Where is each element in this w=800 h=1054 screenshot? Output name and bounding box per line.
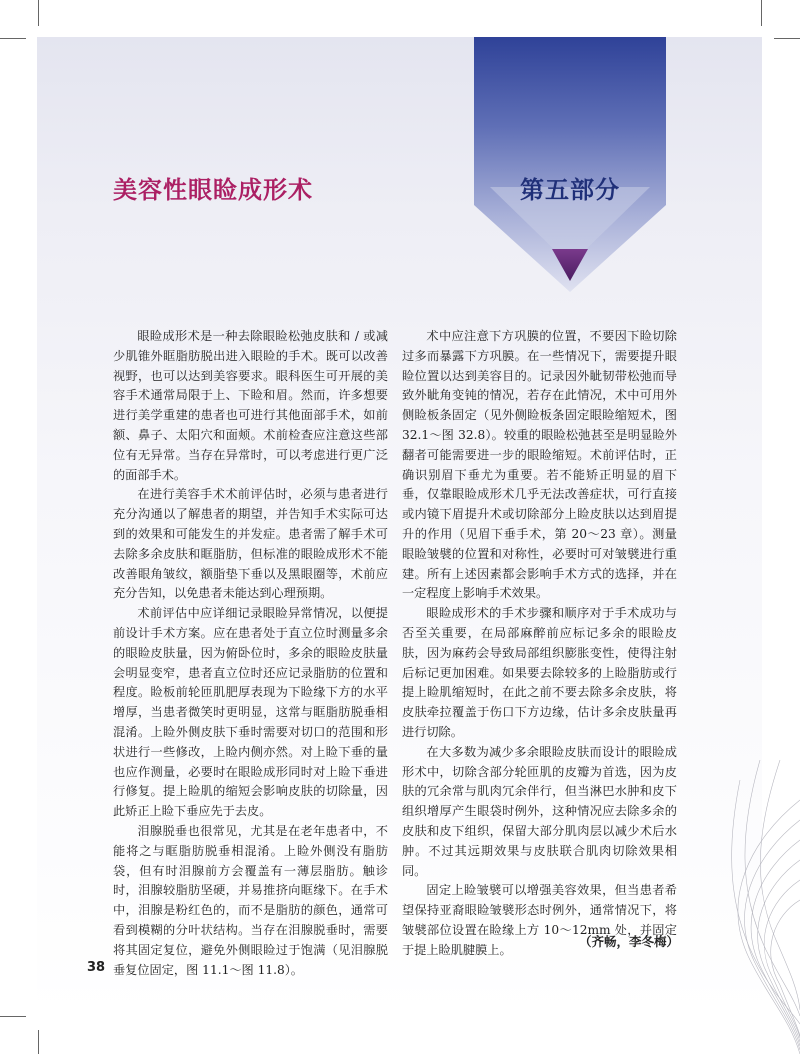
author-credit: （齐畅，李冬梅） xyxy=(578,934,679,949)
left-column xyxy=(113,327,388,980)
paragraph: 眼睑成形术的手术步骤和顺序对于手术成功与否至关重要，在局部麻醉前应标记多余的眼睑皮肤，因为麻药会导致局部组织膨胀变性，使得注射后标记更加困难。如果要去除较多的上睑脂肪或行提上睑肌缩短时，在此之前不要去除多余皮肤，将皮肤牵拉覆盖于伤口下方边缘，估计多余皮肤量再进行切除。 xyxy=(402,606,677,739)
paragraph: 术中应注意下方巩膜的位置，不要因下睑切除过多而暴露下方巩膜。在一些情况下，需要提升眼睑位置以达到美容目的。记录因外眦韧带松弛而导致外眦角变钝的情况，若存在此情况，术中可用外侧睑板条固定（见外侧睑板条固定眼睑缩短术，图 32.1～图 32.8）。较重的眼睑松弛甚至是明显睑外翻者可能需要进一步的眼睑缩短。术前评估时，正确识别眉下垂尤为重要。若不能矫正明显的眉下垂，仅靠眼睑成形术几乎无法改善症状，可行直接或内镜下眉提升术或切除部分上睑皮肤以达到眉提升的作用（见眉下垂手术，第 20～23 章）。测量眼睑皱襞的位置和对称性，必要时可对皱襞进行重建。所有上述因素都会影响手术方式的选择，并在一定程度上影响手术效果。 xyxy=(402,329,677,601)
paragraph: 眼睑成形术是一种去除眼睑松弛皮肤和 / 或减少肌锥外眶脂肪脱出进入眼睑的手术。既可以改善视野，也可以达到美容要求。眼科医生可开展的美容手术通常局限于上、下睑和眉。然而，许多想要进行美学重建的患者也可进行其他面部手术，如前额、鼻子、太阳穴和面颊。术前检查应注意这些部位有无异常。当存在异常时，可以考虑进行更广泛的面部手术。 xyxy=(113,329,388,482)
chapter-title: 美容性眼睑成形术 xyxy=(113,175,313,204)
crop-mark xyxy=(38,0,39,26)
paragraph: 术前评估中应详细记录眼睑异常情况，以便提前设计手术方案。应在患者处于直立位时测量多余的眼睑皮肤量，因为俯卧位时，多余的眼睑皮肤量会明显变窄，患者直立位时还应记录脂肪的位置和程度。睑板前轮匝肌肥厚表现为下睑缘下方的水平增厚，当患者微笑时更明显，这常与眶脂肪脱垂相混淆。上睑外侧皮肤下垂时需要对切口的范围和形状进行一些修改，上睑内侧亦然。对上睑下垂的量也应作测量，必要时在眼睑成形同时对上睑下垂进行修复。提上睑肌的缩短会影响皮肤的切除量，因此矫正上睑下垂应先于去皮。 xyxy=(113,606,388,819)
crop-mark xyxy=(0,38,26,39)
part-label: 第五部分 xyxy=(520,175,620,204)
paragraph: 在进行美容手术术前评估时，必须与患者进行充分沟通以了解患者的期望，并告知手术实际可达到的效果和可能发生的并发症。患者需了解手术可去除多余皮肤和眶脂肪，但标准的眼睑成形术不能改善眼角皱纹，额脂垫下垂以及黑眼圈等，术前应充分告知，以免患者未能达到心理预期。 xyxy=(113,487,388,601)
paragraph: 固定上睑皱襞可以增强美容效果，但当患者希望保持亚裔眼睑皱襞形态时例外，通常情况下，将皱襞部位设置在睑缘上方 10～12mm 处，并固定于提上睑肌腱膜上。 xyxy=(402,883,677,957)
part-banner xyxy=(474,37,666,292)
crop-mark xyxy=(38,1030,39,1054)
page-number: 38 xyxy=(87,960,106,975)
paragraph: 在大多数为减少多余眼睑皮肤而设计的眼睑成形术中，切除含部分轮匝肌的皮瓣为首选，因为皮肤的冗余常与肌肉冗余伴行，但当淋巴水肿和皮下组织增厚产生眼袋时例外，这种情况应去除多余的皮肤和皮下组织，保留大部分肌肉层以减少术后水肿。不过其远期效果与皮肤联合肌肉切除效果相同。 xyxy=(402,744,677,878)
banner-shape xyxy=(474,37,666,292)
decorative-swirl xyxy=(600,760,800,1054)
crop-mark xyxy=(774,38,800,39)
paragraph: 泪腺脱垂也很常见，尤其是在老年患者中，不能将之与眶脂肪脱垂相混淆。上睑外侧没有脂肪袋，但有时泪腺前方会覆盖有一薄层脂肪。触诊时，泪腺较脂肪坚硬，并易推挤向眶缘下。在手术中，泪腺是粉红色的，而不是脂肪的颜色，通常可看到模糊的分叶状结构。当存在泪腺脱垂时，需要将其固定复位，避免外侧眼睑过于饱满（见泪腺脱垂复位固定，图 11.1～图 11.8）。 xyxy=(113,823,388,977)
crop-mark xyxy=(0,1016,26,1017)
crop-mark xyxy=(761,0,762,26)
